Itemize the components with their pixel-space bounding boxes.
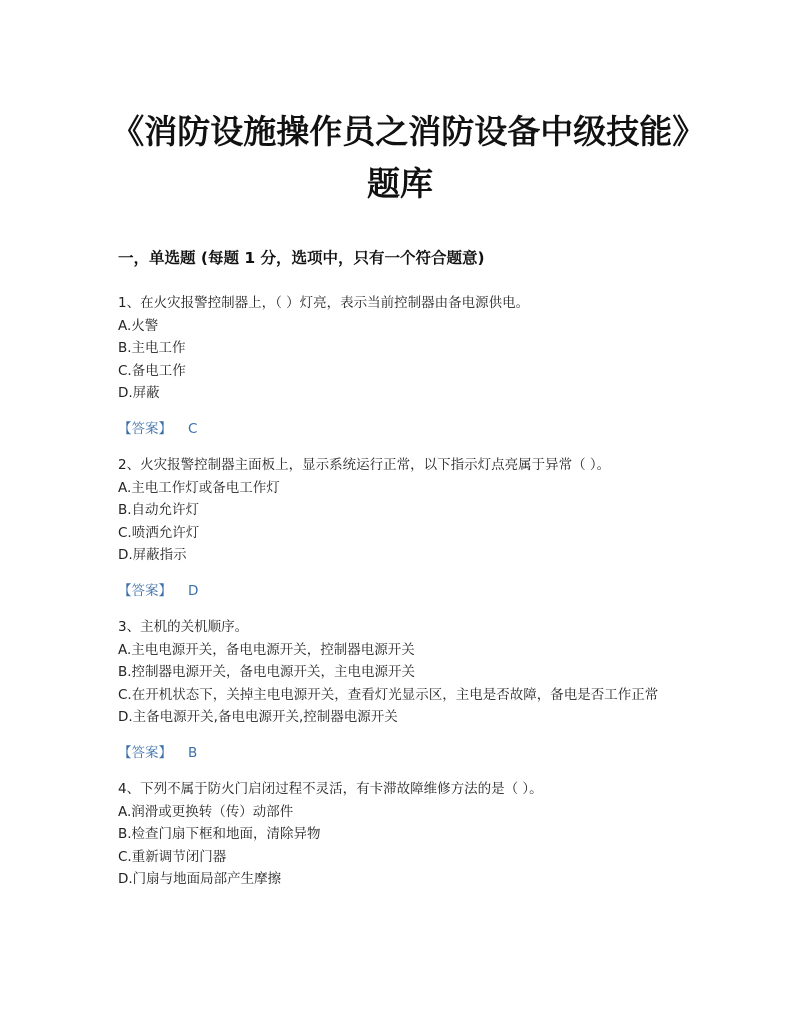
answer-option: B.自动允许灯 <box>118 502 200 518</box>
question-text: 2、火灾报警控制器主面板上，显示系统运行正常，以下指示灯点亮属于异常（ ）。 <box>118 457 611 473</box>
section-heading: 一，单选题 (每题 1 分，选项中，只有一个符合题意) <box>118 249 485 267</box>
answer-option: C.备电工作 <box>118 362 186 379</box>
answer-option: A.火警 <box>118 317 159 334</box>
document-title: 《消防设施操作员之消防设备中级技能》题库 <box>111 112 689 203</box>
question-list <box>118 292 688 905</box>
answer-option: A.主电电源开关，备电电源开关，控制器电源开关 <box>118 641 415 658</box>
question-block <box>118 292 688 440</box>
answer-option: C.喷洒允许灯 <box>118 524 200 541</box>
answer-line <box>118 742 688 765</box>
answer-option: D.门扇与地面局部产生摩擦 <box>118 871 282 887</box>
answer-label: 【答案】 <box>118 582 172 599</box>
question-block <box>118 454 688 602</box>
question-text: 4、下列不属于防火门启闭过程不灵活，有卡滞故障维修方法的是（ ）。 <box>118 781 543 797</box>
answer-value: D <box>188 582 199 599</box>
answer-option: C.重新调节闭门器 <box>118 848 227 865</box>
answer-option: A.润滑或更换转（传）动部件 <box>118 803 294 820</box>
answer-option: A.主电工作灯或备电工作灯 <box>118 479 280 496</box>
answer-line <box>118 418 688 441</box>
answer-option: D.屏蔽指示 <box>118 547 187 563</box>
answer-option: D.主备电源开关,备电电源开关,控制器电源开关 <box>118 709 398 725</box>
answer-option: B.主电工作 <box>118 340 186 356</box>
question-block <box>118 778 688 891</box>
answer-value: B <box>188 744 198 761</box>
answer-option: B.检查门扇下框和地面，清除异物 <box>118 826 321 842</box>
question-block <box>118 616 688 764</box>
answer-option: C.在开机状态下，关掉主电电源开关，查看灯光显示区，主电是否故障，备电是否工作正常 <box>118 686 659 703</box>
answer-option: B.控制器电源开关，备电电源开关，主电电源开关 <box>118 664 416 680</box>
answer-option: D.屏蔽 <box>118 385 160 401</box>
answer-line <box>118 580 688 603</box>
answer-label: 【答案】 <box>118 420 172 437</box>
question-text: 1、在火灾报警控制器上，（ ）灯亮，表示当前控制器由备电源供电。 <box>118 295 530 311</box>
answer-value: C <box>188 420 198 437</box>
question-text: 3、主机的关机顺序。 <box>118 619 249 635</box>
answer-label: 【答案】 <box>118 744 172 761</box>
